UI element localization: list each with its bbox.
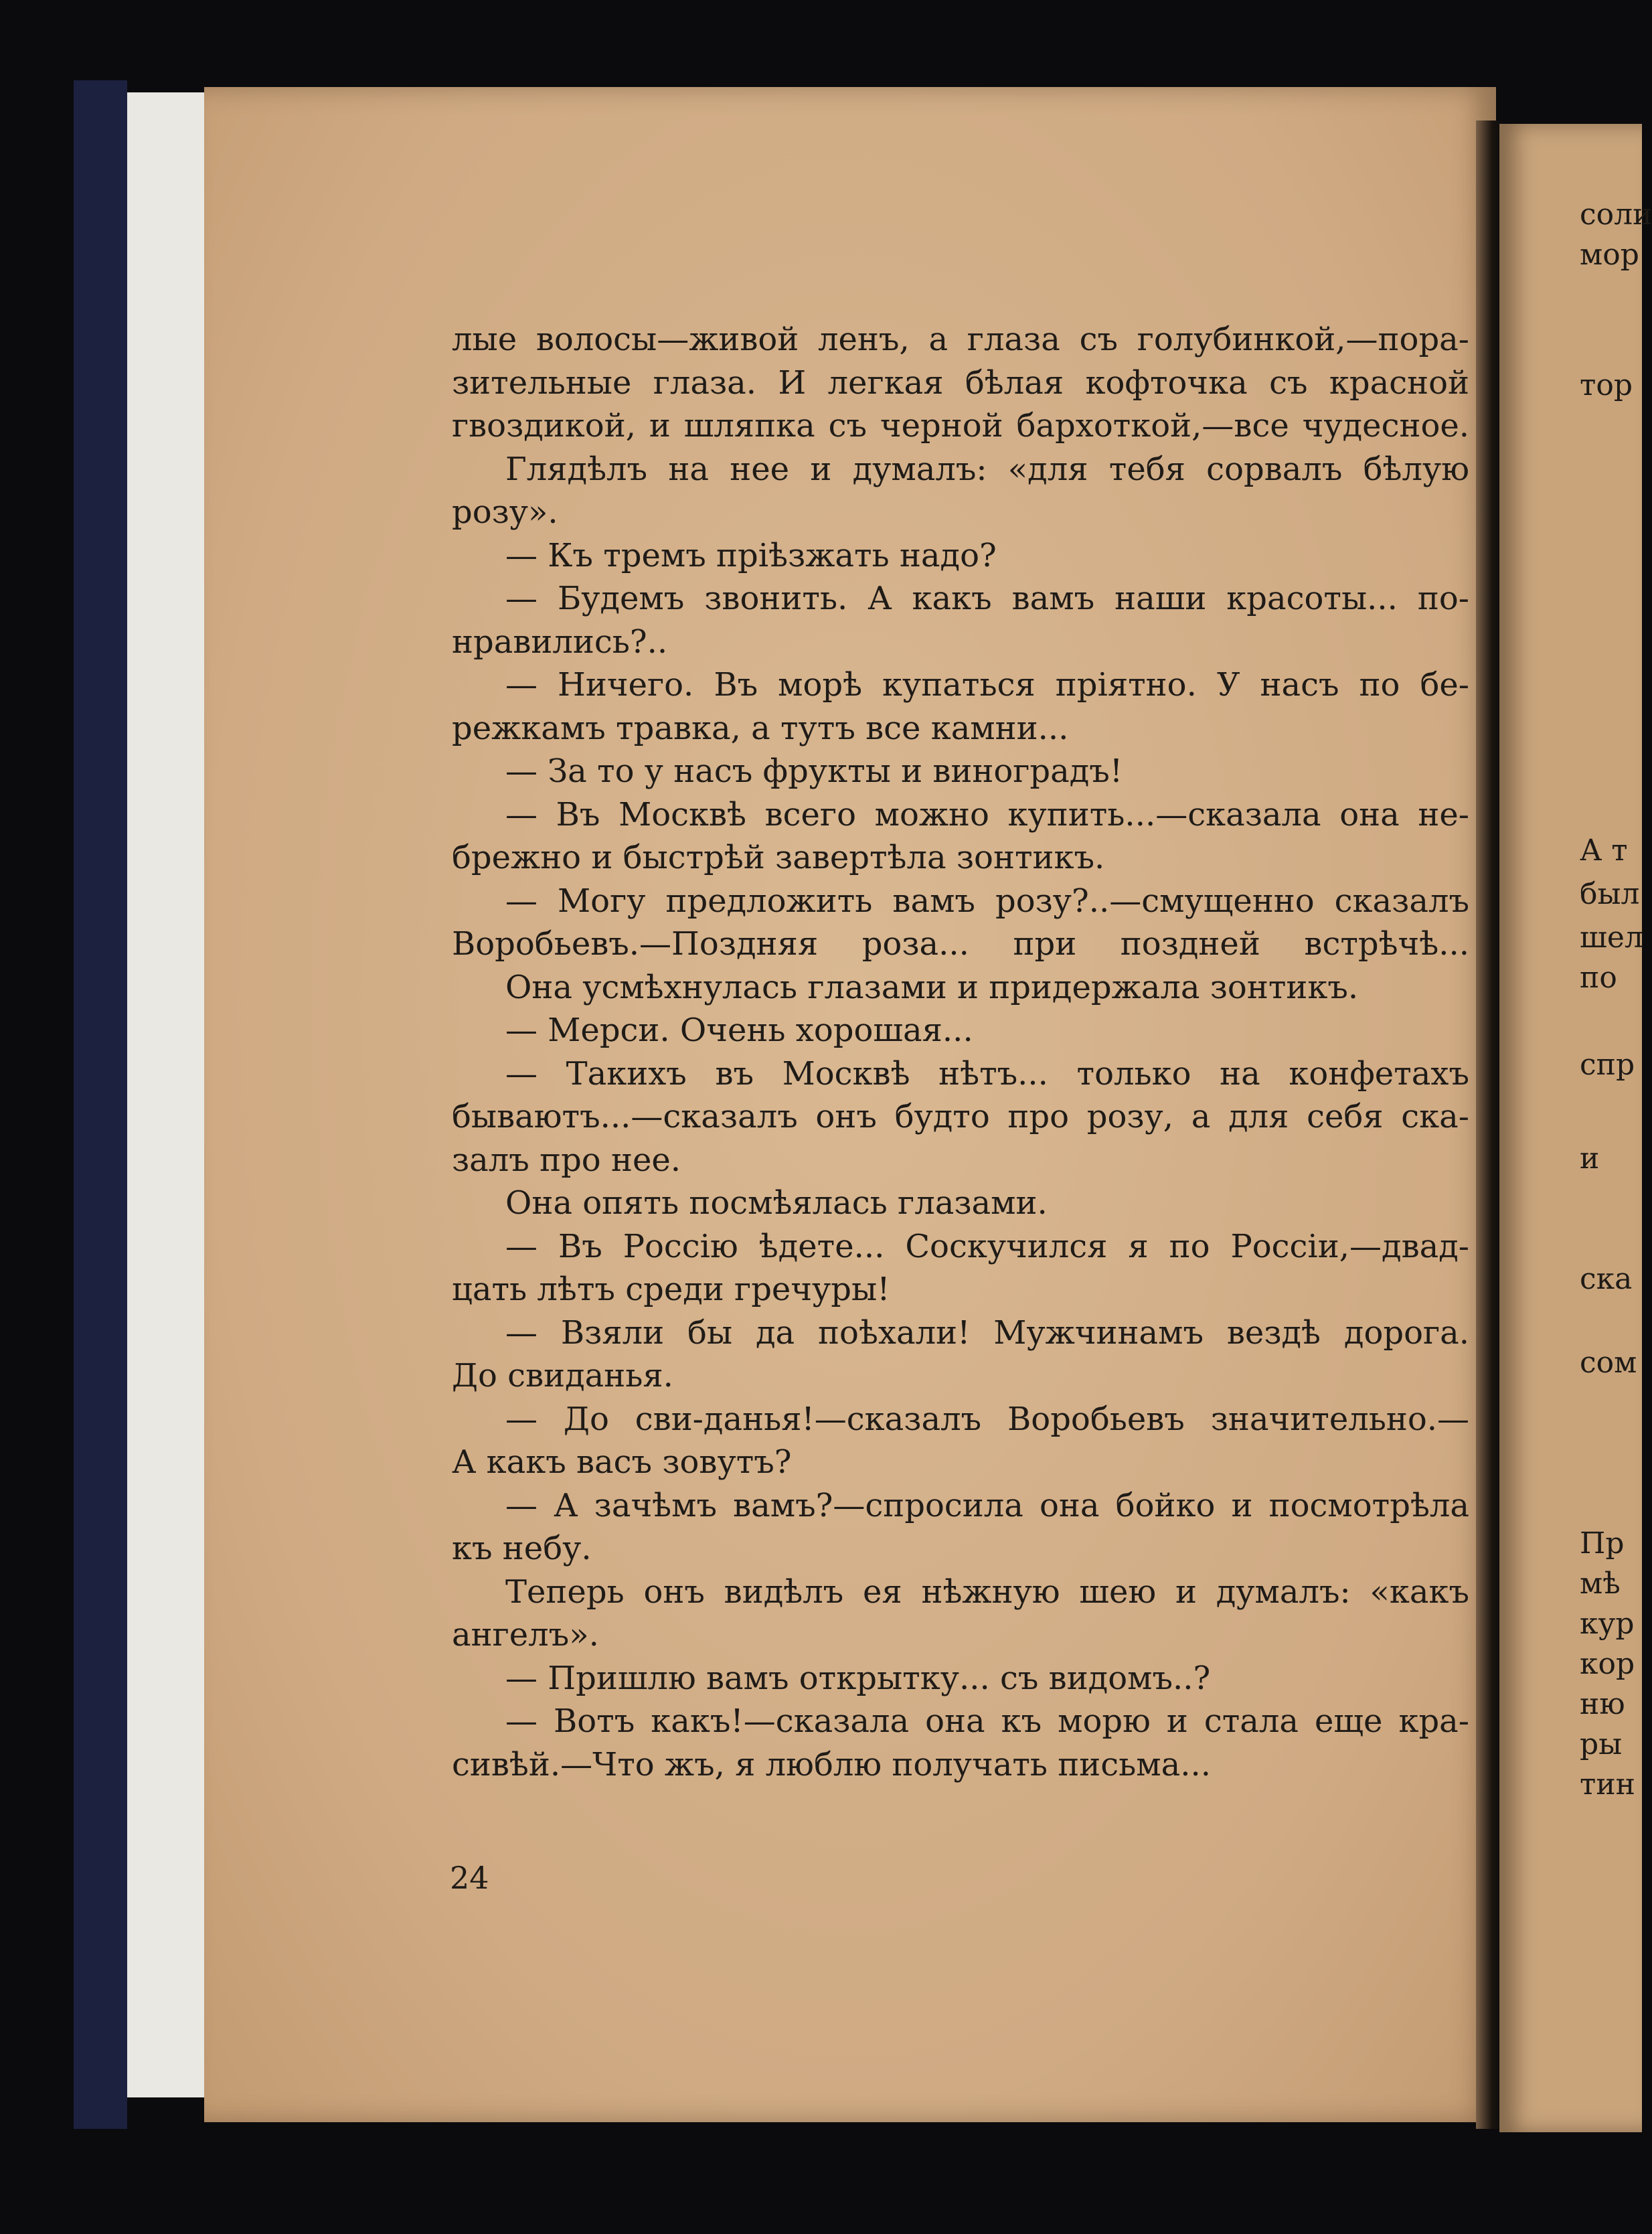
- text-line: — Къ тремъ прiѣзжать надо?: [505, 536, 997, 574]
- adjacent-page-fragment: был: [1580, 877, 1640, 911]
- text-line: — За то у насъ фрукты и виноградъ!: [505, 752, 1123, 790]
- adjacent-page-fragment: мѣ: [1580, 1567, 1621, 1601]
- text-line: режкамъ травка, а тутъ все камни...: [452, 709, 1069, 747]
- text-line: бываютъ...—сказалъ онъ будто про розу, а для себя ска-: [452, 1098, 1469, 1135]
- text-line: нравились?..: [452, 623, 668, 661]
- text-line: брежно и быстрѣй завертѣла зонтикъ.: [452, 839, 1105, 876]
- text-line: Она усмѣхнулась глазами и придержала зонтикъ.: [505, 968, 1359, 1006]
- adjacent-page-fragment: ры: [1580, 1727, 1623, 1761]
- adjacent-page-fragment: мор: [1580, 238, 1639, 272]
- adjacent-page-fragment: и: [1580, 1141, 1600, 1176]
- text-line: гвоздикой, и шляпка съ черной бархоткой,—все чудесное.: [452, 407, 1469, 445]
- text-line: — Ничего. Въ морѣ купаться прiятно. У насъ по бе-: [505, 666, 1469, 704]
- text-line: А какъ васъ зовутъ?: [452, 1443, 792, 1481]
- adjacent-page-fragment: тин: [1580, 1767, 1635, 1802]
- adjacent-page-fragment: ню: [1580, 1687, 1625, 1721]
- text-line: — Могу предложить вамъ розу?..—смущенно сказалъ: [505, 882, 1469, 920]
- adjacent-page-fragment: сом: [1580, 1346, 1637, 1380]
- text-line: — До сви-данья!—сказалъ Воробьевъ значительно.—: [505, 1400, 1469, 1438]
- page-number: 24: [450, 1860, 489, 1896]
- adjacent-page-fragment: шел: [1580, 921, 1643, 955]
- text-line: розу».: [452, 493, 558, 531]
- text-line: сивѣй.—Что жъ, я люблю получать письма...: [452, 1745, 1212, 1783]
- adjacent-page-fragment: тор: [1580, 368, 1633, 402]
- adjacent-page-fragment: по: [1580, 961, 1617, 995]
- text-line: Воробьевъ.—Поздняя роза... при поздней встрѣчѣ...: [452, 925, 1469, 963]
- page-text-block: [452, 318, 1469, 1786]
- text-line: Глядѣлъ на нее и думалъ: «для тебя сорвалъ бѣлую: [505, 450, 1469, 488]
- text-line: зительные глаза. И легкая бѣлая кофточка съ красной: [452, 364, 1469, 402]
- text-line: Теперь онъ видѣлъ ея нѣжную шею и думалъ: «какъ: [505, 1573, 1469, 1611]
- text-line: цать лѣтъ среди гречуры!: [452, 1271, 890, 1308]
- text-line: — Въ Москвѣ всего можно купить...—сказала она не-: [505, 795, 1469, 833]
- adjacent-page-edge: [1499, 124, 1652, 2132]
- text-line: — Будемъ звонить. А какъ вамъ наши красоты... по-: [505, 580, 1469, 617]
- text-line: — А зачѣмъ вамъ?—спросила она бойко и посмотрѣла: [505, 1486, 1469, 1524]
- text-line: — Пришлю вамъ открытку... съ видомъ..?: [505, 1659, 1211, 1697]
- text-line: — Такихъ въ Москвѣ нѣтъ... только на конфетахъ: [505, 1054, 1469, 1093]
- adjacent-page-fragment: А т: [1580, 833, 1628, 868]
- text-line: — Взяли бы да поѣхали! Мужчинамъ вездѣ дорога.: [505, 1313, 1469, 1352]
- text-line: Она опять посмѣялась глазами.: [505, 1184, 1048, 1222]
- text-line: — Мерси. Очень хорошая...: [505, 1012, 973, 1049]
- book-cover-edge: [74, 80, 127, 2129]
- adjacent-page-fragment: кор: [1580, 1647, 1635, 1681]
- text-line: До свиданья.: [452, 1357, 673, 1394]
- text-line: залъ про нее.: [452, 1141, 681, 1179]
- text-line: лые волосы—живой ленъ, а глаза съ голубинкой,—пора-: [452, 321, 1469, 358]
- text-line: ангелъ».: [452, 1616, 599, 1654]
- adjacent-page-fragment: соли: [1580, 197, 1652, 232]
- adjacent-page-fragment: кур: [1580, 1607, 1635, 1641]
- adjacent-page-fragment: ска: [1580, 1262, 1633, 1296]
- text-line: къ небу.: [452, 1530, 592, 1567]
- adjacent-page-fragment: спр: [1580, 1048, 1635, 1082]
- book-gutter: [1476, 121, 1503, 2129]
- text-line: — Вотъ какъ!—сказала она къ морю и стала еще кра-: [505, 1702, 1469, 1740]
- text-line: — Въ Россiю ѣдете... Соскучился я по Россiи,—двад-: [505, 1227, 1469, 1265]
- adjacent-page-fragment: Пр: [1580, 1526, 1625, 1561]
